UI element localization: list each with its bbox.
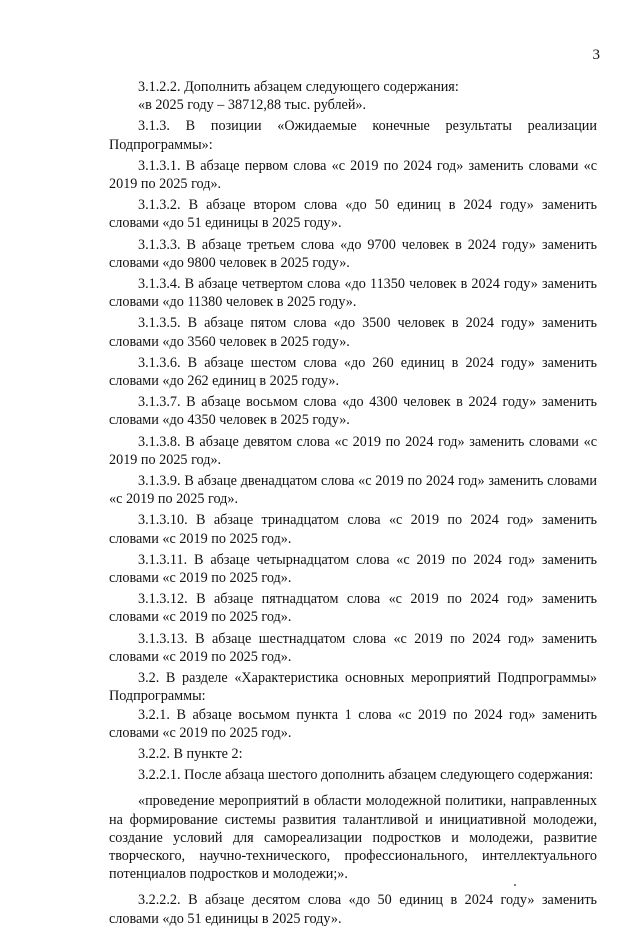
paragraph: 3.1.3.5. В абзаце пятом слова «до 3500 человек в 2024 году» заменить словами «до 3560 человек в 2025 году». (109, 315, 597, 350)
paragraph: 3.1.3.12. В абзаце пятнадцатом слова «с 2019 по 2024 год» заменить словами «с 2019 по 2025 год». (109, 591, 597, 626)
paragraph: 3.2. В разделе «Характеристика основных мероприятий Подпрограммы» Подпрограммы: (109, 670, 597, 705)
paragraph: 3.1.3.11. В абзаце четырнадцатом слова «с 2019 по 2024 год» заменить словами «с 2019 по 2025 год». (109, 551, 597, 587)
paragraph: 3.1.3.13. В абзаце шестнадцатом слова «с 2019 по 2024 год» заменить словами «с 2019 по 2025 год». (109, 630, 597, 665)
document-body (109, 78, 597, 931)
scan-speck (514, 884, 516, 886)
paragraph: 3.1.3.9. В абзаце двенадцатом слова «с 2019 по 2024 год» заменить словами «с 2019 по 2025 год». (109, 473, 597, 508)
paragraph: 3.1.3. В позиции «Ожидаемые конечные результаты реализации Подпрограммы»: (109, 118, 597, 153)
paragraph: 3.1.3.2. В абзаце втором слова «до 50 единиц в 2024 году» заменить словами «до 51 единицы в 2025 году». (109, 197, 597, 232)
paragraph: 3.2.1. В абзаце восьмом пункта 1 слова «с 2019 по 2024 год» заменить словами «с 2019 по 2025 год». (109, 706, 597, 741)
page-number: 3 (592, 47, 600, 63)
paragraph: 3.1.3.1. В абзаце первом слова «с 2019 по 2024 год» заменить словами «с 2019 по 2025 год». (109, 157, 597, 193)
paragraph: 3.2.2. В пункте 2: (138, 745, 243, 762)
paragraph: 3.2.2.1. После абзаца шестого дополнить абзацем следующего содержания: (138, 767, 594, 784)
paragraph: 3.1.3.10. В абзаце тринадцатом слова «с 2019 по 2024 год» заменить словами «с 2019 по 2025 год». (109, 512, 597, 547)
paragraph: «в 2025 году – 38712,88 тыс. рублей». (138, 97, 367, 114)
paragraph: 3.1.3.8. В абзаце девятом слова «с 2019 по 2024 год» заменить словами «с 2019 по 2025 год». (109, 433, 597, 468)
paragraph: 3.1.3.3. В абзаце третьем слова «до 9700 человек в 2024 году» заменить словами «до 9800 человек в 2025 году». (109, 236, 597, 271)
paragraph: 3.1.3.4. В абзаце четвертом слова «до 11350 человек в 2024 году» заменить словами «до 11380 человек в 2025 году». (109, 276, 597, 311)
paragraph: 3.2.2.2. В абзаце десятом слова «до 50 единиц в 2024 году» заменить словами «до 51 единицы в 2025 году». (109, 892, 597, 927)
quoted-paragraph: «проведение мероприятий в области молодежной политики, направленных на формирование системы развития талантливой и инициативной молодежи, создание условий для самореализации подростков и молодежи, развитие творческого, научно-технического, профессионального, интеллектуального потенциалов подростков и молодежи;». (109, 793, 597, 883)
paragraph: 3.1.2.2. Дополнить абзацем следующего содержания: (138, 79, 459, 95)
paragraph: 3.1.3.7. В абзаце восьмом слова «до 4300 человек в 2024 году» заменить словами «до 4350 человек в 2025 году». (109, 394, 597, 429)
paragraph: 3.1.3.6. В абзаце шестом слова «до 260 единиц в 2024 году» заменить словами «до 262 единиц в 2025 году». (109, 354, 597, 390)
